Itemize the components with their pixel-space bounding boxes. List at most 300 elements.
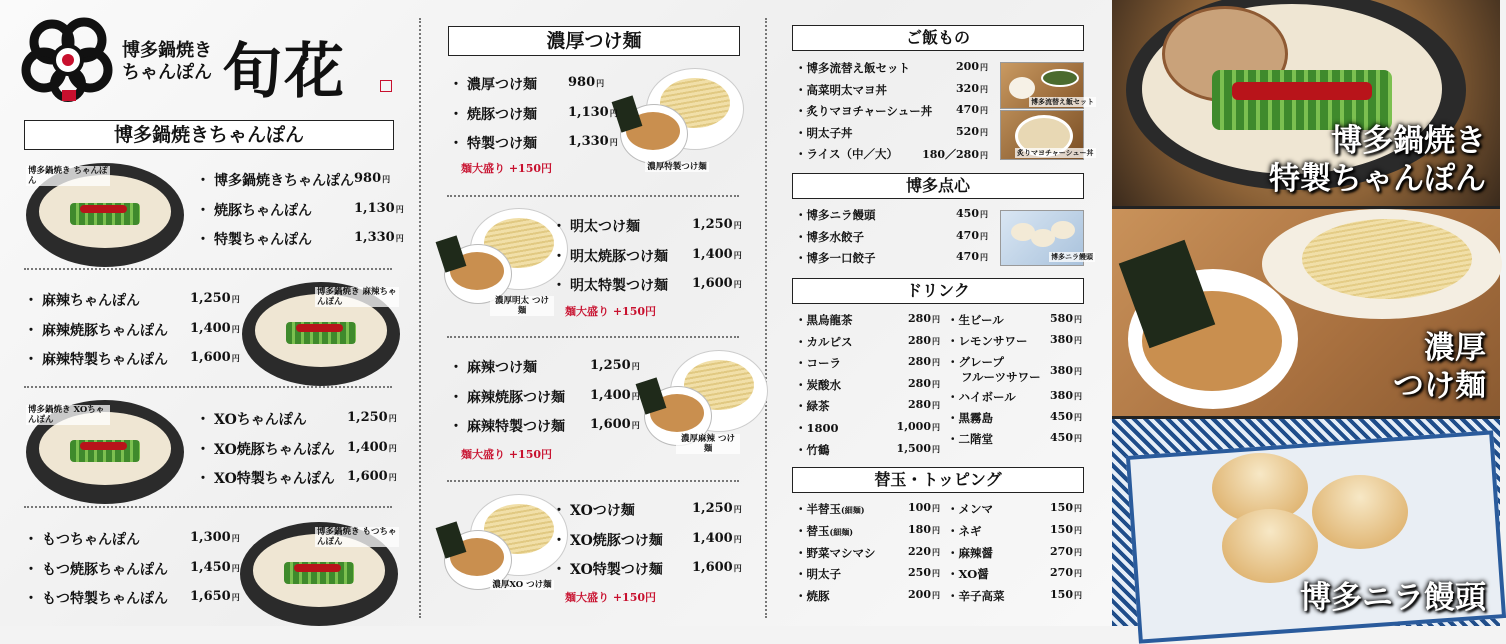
chanpon-menu-item <box>24 529 140 549</box>
bullet-icon: ・ <box>947 313 959 327</box>
bullet-icon: ・ <box>795 421 807 435</box>
price-value: 1,250 <box>692 217 733 232</box>
price-value: 1,600 <box>590 417 631 432</box>
drink-menu-item <box>795 355 841 371</box>
item-price <box>190 350 240 365</box>
extra-serving-note: 麺大盛り +150円 <box>565 305 657 318</box>
bullet-icon: ・ <box>795 567 807 582</box>
section-divider <box>24 506 392 508</box>
bullet-icon: ・ <box>24 322 38 339</box>
item-name: ライス（中／大） <box>806 147 899 161</box>
yen-unit: 円 <box>1074 335 1082 345</box>
yen-unit: 円 <box>1074 524 1082 535</box>
item-price <box>870 420 940 433</box>
yen-unit: 円 <box>609 137 618 147</box>
item-price <box>870 377 940 390</box>
manju-icon <box>1222 509 1318 583</box>
tsukemen-menu-item <box>449 74 537 94</box>
price-value: 270 <box>1050 566 1073 580</box>
item-name: XO特製ちゃんぽん <box>214 471 335 487</box>
price-value: 450 <box>956 207 979 220</box>
item-name: 明太子丼 <box>806 125 853 140</box>
yen-unit: 円 <box>631 420 640 430</box>
price-value: 200 <box>956 60 979 73</box>
item-name: 濃厚つけ麺 <box>467 77 537 93</box>
item-price <box>590 388 640 403</box>
item-price <box>870 312 940 325</box>
tsukemen-feature-photo <box>1112 209 1500 416</box>
item-name: 黒霧島 <box>958 411 993 425</box>
photo-caption: 博多鍋焼き XOちゃんぽん <box>26 405 110 425</box>
noodles-icon <box>1302 219 1472 299</box>
section-divider <box>447 480 739 482</box>
yen-unit: 円 <box>395 233 404 243</box>
bullet-icon: ・ <box>795 442 807 457</box>
chanpon-menu-item <box>196 468 335 488</box>
chili-topping-icon <box>1232 82 1372 100</box>
drink-menu-item <box>795 334 853 350</box>
price-value: 220 <box>908 544 931 558</box>
topping-section-title: 替玉・トッピング <box>792 467 1084 493</box>
bullet-icon: ・ <box>795 229 807 244</box>
yen-unit: 円 <box>631 390 640 401</box>
bullet-icon: ・ <box>552 562 566 578</box>
chanpon-menu-item <box>24 320 168 340</box>
yen-unit: 円 <box>932 590 940 601</box>
drink-menu-item <box>947 410 993 426</box>
item-price <box>692 247 742 262</box>
bullet-icon: ・ <box>552 248 566 265</box>
item-note: (細麺) <box>841 505 865 515</box>
yen-unit: 円 <box>231 562 240 573</box>
item-price <box>1012 410 1082 423</box>
item-price <box>1012 566 1082 579</box>
drink-menu-item <box>795 398 830 414</box>
item-note: (細麺) <box>829 526 854 537</box>
section-divider <box>24 386 392 388</box>
item-price <box>1012 389 1082 402</box>
yen-unit: 円 <box>733 533 742 544</box>
yen-unit: 円 <box>932 335 940 346</box>
yen-unit: 円 <box>980 252 988 262</box>
yen-unit: 円 <box>231 323 240 334</box>
item-price <box>692 501 742 516</box>
item-name: 麻辣焼豚ちゃんぽん <box>42 322 168 339</box>
item-name: 炙りマヨチャーシュー丼 <box>806 104 933 118</box>
yen-unit: 円 <box>980 62 988 72</box>
price-value: 1,600 <box>190 350 231 365</box>
yen-unit: 円 <box>932 524 940 535</box>
photo-caption: 濃厚特製つけ麺 <box>645 162 709 172</box>
topping-menu-item <box>795 566 841 582</box>
topping-menu-item <box>947 501 993 517</box>
item-price <box>1012 545 1082 558</box>
item-name: もつ特製ちゃんぽん <box>42 591 168 607</box>
item-name: XO焼豚ちゃんぽん <box>214 441 335 458</box>
price-value: 280 <box>908 376 931 390</box>
item-price <box>590 417 640 432</box>
bullet-icon: ・ <box>795 104 807 118</box>
price-value: 280 <box>908 398 931 412</box>
yen-unit: 円 <box>980 105 988 115</box>
bullet-icon: ・ <box>196 202 210 219</box>
item-name: 明太子 <box>806 567 841 582</box>
section-divider <box>447 195 739 197</box>
price-value: 1,250 <box>347 410 388 425</box>
photo-caption: 濃厚明太 つけ麺 <box>490 296 554 316</box>
bullet-icon: ・ <box>795 356 807 371</box>
price-value: 1,130 <box>354 200 395 216</box>
item-name: 特製ちゃんぽん <box>214 232 312 248</box>
yen-unit: 円 <box>980 230 988 241</box>
item-price <box>918 207 988 220</box>
price-value: 280 <box>908 312 931 325</box>
brand-subtitle-line1: 博多鍋焼き <box>122 40 212 61</box>
yen-unit: 円 <box>1074 503 1082 513</box>
flower-logo-icon <box>22 18 117 103</box>
tsukemen-menu-item <box>552 530 663 550</box>
photo-caption: 博多鍋焼き もつちゃんぽん <box>315 527 399 547</box>
nira-manju-feature-photo <box>1112 419 1500 626</box>
price-value: 1,450 <box>190 559 231 575</box>
price-value: 180 <box>908 522 931 536</box>
item-price <box>870 398 940 411</box>
price-value: 380 <box>1050 333 1073 346</box>
yen-unit: 円 <box>1074 314 1082 324</box>
tsukemen-feature-label-line1: 濃厚 <box>1424 330 1486 366</box>
yen-unit: 円 <box>1074 391 1082 401</box>
topping-menu-item <box>947 523 982 539</box>
bullet-icon: ・ <box>795 82 807 97</box>
price-value: 1,400 <box>590 387 631 403</box>
extra-serving-note: 麺大盛り +150円 <box>461 162 553 175</box>
bullet-icon: ・ <box>795 502 807 516</box>
price-value: 180／280 <box>922 148 979 161</box>
price-value: 470 <box>956 250 979 263</box>
topping-menu-item <box>795 588 830 604</box>
price-value: 1,600 <box>347 469 388 484</box>
tsukemen-menu-item <box>449 104 537 124</box>
bullet-icon: ・ <box>947 567 959 582</box>
bullet-icon: ・ <box>24 293 38 309</box>
price-value: 1,250 <box>692 501 733 516</box>
item-name: 博多ニラ饅頭 <box>806 208 876 222</box>
bullet-icon: ・ <box>449 77 463 93</box>
yen-unit: 円 <box>932 546 940 557</box>
kaemeshi-photo <box>1000 62 1094 109</box>
drink-menu-item <box>947 431 993 447</box>
yen-unit: 円 <box>932 400 940 411</box>
item-price <box>692 217 742 232</box>
bullet-icon: ・ <box>196 173 210 189</box>
section-divider <box>447 336 739 338</box>
price-value: 1,400 <box>190 320 231 336</box>
topping-menu-item <box>795 501 865 517</box>
tenshin-menu-item <box>795 207 876 223</box>
tsukemen-feature-label <box>1393 329 1486 405</box>
item-name: 博多流替え飯セット <box>806 61 910 75</box>
yen-unit: 円 <box>1074 568 1082 579</box>
item-name: 半替玉 <box>806 502 841 516</box>
item-price <box>1012 523 1082 536</box>
price-value: 270 <box>1050 544 1073 558</box>
bullet-icon: ・ <box>947 523 959 538</box>
item-price <box>870 545 940 558</box>
item-name: 博多一口餃子 <box>806 251 876 265</box>
bullet-icon: ・ <box>196 232 210 248</box>
yen-unit: 円 <box>733 563 742 573</box>
item-name: 麻辣特製ちゃんぽん <box>42 352 168 368</box>
tsukemen-section-title: 濃厚つけ麺 <box>448 26 740 56</box>
item-name: ハイボール <box>958 390 1016 404</box>
chanpon-section-title: 博多鍋焼きちゃんぽん <box>24 120 394 150</box>
drink-section-title: ドリンク <box>792 278 1084 304</box>
price-value: 580 <box>1050 312 1073 325</box>
topping-menu-item <box>795 523 853 539</box>
item-name: 明太つけ麺 <box>570 219 640 235</box>
item-price <box>870 442 940 455</box>
chanpon-menu-item <box>196 409 307 429</box>
yen-unit: 円 <box>388 413 397 423</box>
section-divider <box>24 268 392 270</box>
item-price <box>347 469 397 484</box>
chanpon-menu-item <box>196 439 335 459</box>
bullet-icon: ・ <box>795 147 807 161</box>
gohan-menu-item <box>795 103 932 119</box>
item-price <box>918 103 988 116</box>
item-price <box>190 530 240 545</box>
bullet-icon: ・ <box>449 136 463 152</box>
item-price <box>1012 333 1082 346</box>
drink-menu-item <box>795 420 839 436</box>
logo <box>22 18 382 108</box>
chanpon-menu-item <box>24 290 140 310</box>
price-value: 1,400 <box>347 439 388 455</box>
bullet-icon: ・ <box>449 419 463 435</box>
item-name: 明太特製つけ麺 <box>570 278 668 294</box>
item-name: 麻辣醤 <box>958 545 993 560</box>
yen-unit: 円 <box>395 203 404 214</box>
item-name: 緑茶 <box>806 399 830 414</box>
bullet-icon: ・ <box>24 591 38 607</box>
item-name: 辛子高菜 <box>958 589 1005 604</box>
item-price <box>1012 501 1082 514</box>
item-name: 麻辣特製つけ麺 <box>467 419 565 435</box>
chashu-don-photo <box>1000 110 1094 160</box>
nori-icon <box>636 377 667 414</box>
yen-unit: 円 <box>382 174 391 184</box>
yen-unit: 円 <box>388 472 397 482</box>
gohan-menu-item <box>795 82 887 98</box>
manju-icon <box>1312 475 1408 549</box>
bullet-icon: ・ <box>795 545 807 560</box>
chanpon-menu-item <box>24 559 168 579</box>
chanpon-menu-item <box>196 170 354 190</box>
item-price <box>354 201 404 216</box>
item-price <box>870 523 940 536</box>
item-name: グレープ <box>958 355 1004 369</box>
item-name: XOちゃんぽん <box>214 412 307 428</box>
item-price <box>918 82 988 95</box>
price-value: 470 <box>956 228 979 242</box>
item-price <box>870 588 940 601</box>
yen-unit: 円 <box>932 503 940 513</box>
photo-column <box>1112 0 1500 626</box>
item-price <box>190 291 240 306</box>
yen-unit: 円 <box>1074 546 1082 557</box>
price-value: 1,600 <box>692 276 733 291</box>
gohan-menu-item <box>795 125 853 141</box>
item-name: カルピス <box>806 334 853 349</box>
item-name: 焼豚 <box>806 589 830 604</box>
topping-menu-item <box>947 545 993 561</box>
price-value: 280 <box>908 355 931 369</box>
yen-unit: 円 <box>1074 433 1082 443</box>
bullet-icon: ・ <box>449 360 463 376</box>
item-price <box>568 105 618 120</box>
tsukemen-menu-item <box>449 416 565 436</box>
price-value: 1,300 <box>190 530 231 545</box>
photo-caption: 博多鍋焼き 麻辣ちゃんぽん <box>315 287 399 307</box>
bullet-icon: ・ <box>795 377 807 392</box>
item-price <box>692 531 742 546</box>
item-price <box>918 250 988 263</box>
tsukemen-menu-item <box>552 216 640 236</box>
nira-manju-feature-label: 博多ニラ饅頭 <box>1300 580 1486 616</box>
bullet-icon: ・ <box>795 334 807 349</box>
brand-subtitle <box>122 40 212 84</box>
bullet-icon: ・ <box>552 219 566 235</box>
bullet-icon: ・ <box>552 278 566 294</box>
bullet-icon: ・ <box>947 411 959 425</box>
price-value: 1,330 <box>568 134 609 149</box>
bullet-icon: ・ <box>449 389 463 406</box>
price-value: 280 <box>908 333 931 347</box>
yen-unit: 円 <box>980 209 988 219</box>
bullet-icon: ・ <box>795 589 807 604</box>
nira-topping-icon <box>1212 70 1392 130</box>
column-divider <box>765 18 767 618</box>
chili-topping-icon <box>80 442 127 450</box>
photo-caption: 濃厚麻辣 つけ麺 <box>676 434 740 454</box>
photo-caption: 博多ニラ饅頭 <box>1051 252 1093 261</box>
extra-serving-note: 麺大盛り +150円 <box>461 448 553 461</box>
item-name-line2: フルーツサワー <box>961 370 1041 384</box>
item-price <box>918 146 988 162</box>
price-value: 380 <box>1050 389 1073 402</box>
item-price <box>347 440 397 455</box>
item-name: 生ビール <box>958 313 1004 327</box>
tsukemen-menu-item <box>449 387 565 407</box>
drink-menu-item <box>795 442 830 458</box>
price-value: 980 <box>354 171 382 186</box>
bowl-icon <box>1009 77 1035 99</box>
yen-unit: 円 <box>1074 590 1082 601</box>
item-name: 1800 <box>806 421 839 435</box>
yen-unit: 円 <box>388 442 397 453</box>
yen-unit: 円 <box>231 294 240 304</box>
bullet-icon: ・ <box>947 355 959 369</box>
item-price <box>870 566 940 579</box>
chili-topping-icon <box>80 205 127 213</box>
dumpling-icon <box>1051 221 1075 239</box>
item-price <box>190 321 240 336</box>
bullet-icon: ・ <box>795 251 807 265</box>
bullet-icon: ・ <box>24 532 38 548</box>
photo-caption: 博多鍋焼き ちゃんぽん <box>26 166 110 186</box>
item-name: 明太焼豚つけ麺 <box>570 248 668 265</box>
price-value: 1,400 <box>692 530 733 546</box>
item-price <box>354 171 390 186</box>
topping-menu-item <box>795 545 876 561</box>
price-value: 1,250 <box>590 358 631 373</box>
item-name: 麻辣焼豚つけ麺 <box>467 389 565 406</box>
price-value: 150 <box>1050 501 1073 514</box>
nori-icon <box>436 521 467 558</box>
bullet-icon: ・ <box>196 412 210 428</box>
bullet-icon: ・ <box>795 208 807 222</box>
bullet-icon: ・ <box>795 61 807 75</box>
item-name: コーラ <box>806 356 841 371</box>
bullet-icon: ・ <box>795 399 807 414</box>
topping-menu-item <box>947 566 989 582</box>
yen-unit: 円 <box>1074 366 1082 376</box>
bullet-icon: ・ <box>947 589 959 604</box>
item-price <box>918 60 988 73</box>
item-price <box>1012 364 1082 377</box>
bullet-icon: ・ <box>947 390 959 404</box>
item-name: 黒烏龍茶 <box>806 313 853 327</box>
item-price <box>190 589 240 604</box>
yen-unit: 円 <box>733 504 742 514</box>
tsukemen-menu-item <box>552 500 635 520</box>
item-name: 野菜マシマシ <box>806 545 876 560</box>
yen-unit: 円 <box>733 249 742 260</box>
item-name: 特製つけ麺 <box>467 136 537 152</box>
seal-icon <box>380 80 392 92</box>
chanpon-menu-item <box>196 229 312 249</box>
tenshin-section-title: 博多点心 <box>792 173 1084 199</box>
tsukemen-menu-item <box>552 275 668 295</box>
tenshin-menu-item <box>795 250 876 266</box>
yen-unit: 円 <box>980 83 988 94</box>
price-value: 1,400 <box>692 246 733 262</box>
tsukemen-menu-item <box>552 246 668 266</box>
drink-menu-item <box>795 312 853 328</box>
chanpon-feature-label-line2: 特製ちゃんぽん <box>1269 161 1486 197</box>
item-name: ネギ <box>958 523 982 538</box>
drink-menu-item <box>795 377 841 393</box>
price-value: 320 <box>956 81 979 95</box>
price-value: 470 <box>956 103 979 116</box>
price-value: 1,600 <box>692 560 733 575</box>
bullet-icon: ・ <box>795 313 807 327</box>
item-price <box>918 229 988 242</box>
chanpon-feature-photo <box>1112 0 1500 206</box>
price-value: 980 <box>568 75 596 90</box>
chanpon-menu-item <box>196 200 312 220</box>
item-name: XO醤 <box>958 567 989 582</box>
bullet-icon: ・ <box>947 502 959 516</box>
bullet-icon: ・ <box>795 523 807 538</box>
item-price <box>190 560 240 575</box>
column-divider <box>419 18 421 618</box>
yen-unit: 円 <box>609 107 618 118</box>
tsukemen-menu-item <box>449 357 537 377</box>
bullet-icon: ・ <box>196 471 210 487</box>
gohan-menu-item <box>795 60 910 76</box>
item-name: 替玉 <box>806 523 830 538</box>
